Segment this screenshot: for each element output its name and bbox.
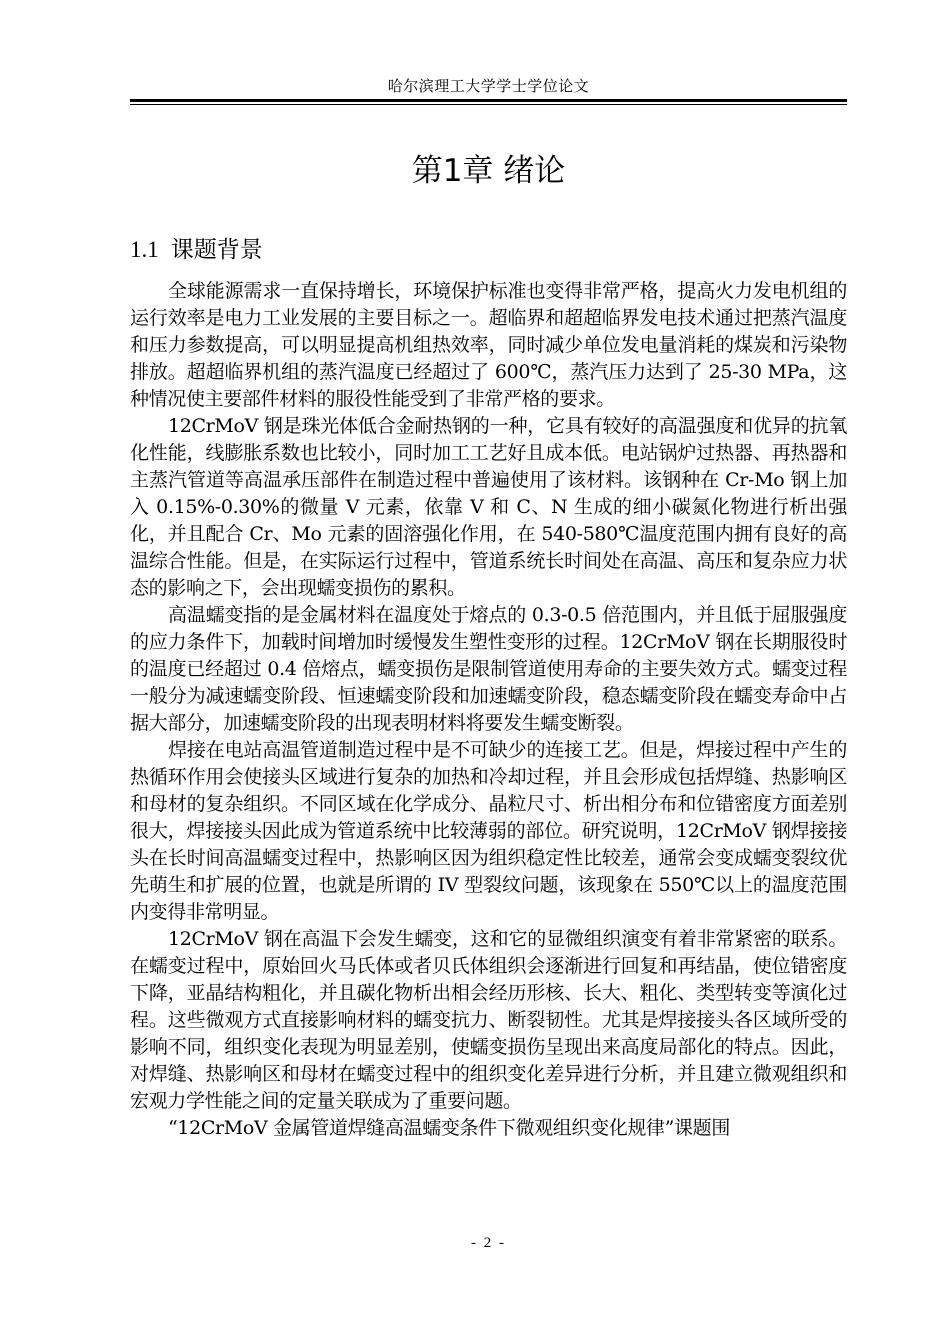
- chapter-title: 第1章 绪论: [411, 152, 566, 189]
- section-number: 1.1: [130, 237, 159, 262]
- running-header: 哈尔滨理工大学学士学位论文: [387, 77, 590, 95]
- paragraph: “12CrMoV 金属管道焊缝高温蠕变条件下微观组织变化规律”课题围: [168, 1117, 730, 1139]
- section-title: 课题背景: [170, 237, 263, 263]
- paragraph: 12CrMoV 钢是珠光体低合金耐热钢的一种，它具有较好的高温强度和优异的抗氧化性能，线膨胀系数也比较小，同时加工工艺好且成本低。电站锅炉过热器、再热器和主蒸汽管道等高温承压部件在制造过程中普遍使用了该材料。该钢种在 Cr-Mo 钢上加入 0.15%-0.30%的微量 V 元素，依靠 V 和 C、N 生成的细小碳氮化物进行析出强化，并且配合 Cr、Mo 元素的固溶强化作用，在 540-580℃温度范围内拥有良好的高温综合性能。但是，在实际运行过程中，管道系统长时间处在高温、高压和复杂应力状态的影响之下，会出现蠕变损伤的累积。: [130, 415, 847, 599]
- body-text: [130, 278, 847, 1142]
- header-rule-thick: [130, 99, 847, 102]
- paragraph: 全球能源需求一直保持增长，环境保护标准也变得非常严格，提高火力发电机组的运行效率是电力工业发展的主要目标之一。超临界和超超临界发电技术通过把蒸汽温度和压力参数提高，可以明显提高机组热效率，同时减少单位发电量消耗的煤炭和污染物排放。超超临界机组的蒸汽温度已经超过了 600℃，蒸汽压力达到了 25-30 MPa，这种情况使主要部件材料的服役性能受到了非常严格的要求。: [130, 280, 847, 410]
- paragraph: 12CrMoV 钢在高温下会发生蠕变，这和它的显微组织演变有着非常紧密的联系。在蠕变过程中，原始回火马氏体或者贝氏体组织会逐渐进行回复和再结晶，使位错密度下降，亚晶结构粗化，并且碳化物析出相会经历形核、长大、粗化、类型转变等演化过程。这些微观方式直接影响材料的蠕变抗力、断裂韧性。尤其是焊接接头各区域所受的影响不同，组织变化表现为明显差别，使蠕变损伤呈现出来高度局部化的特点。因此，对焊缝、热影响区和母材在蠕变过程中的组织变化差异进行分析，并且建立微观组织和宏观力学性能之间的定量关联成为了重要问题。: [130, 928, 847, 1112]
- section-heading: [130, 233, 263, 267]
- header-rule-thin: [130, 104, 847, 105]
- page-number: - 2 -: [471, 1235, 506, 1251]
- paragraph: 高温蠕变指的是金属材料在温度处于熔点的 0.3-0.5 倍范围内，并且低于屈服强度的应力条件下，加载时间增加时缓慢发生塑性变形的过程。12CrMoV 钢在长期服役时的温度已经超过 0.4 倍熔点，蠕变损伤是限制管道使用寿命的主要失效方式。蠕变过程一般分为减速蠕变阶段、恒速蠕变阶段和加速蠕变阶段，稳态蠕变阶段在蠕变寿命中占据大部分，加速蠕变阶段的出现表明材料将要发生蠕变断裂。: [130, 604, 847, 734]
- paragraph: 焊接在电站高温管道制造过程中是不可缺少的连接工艺。但是，焊接过程中产生的热循环作用会使接头区域进行复杂的加热和冷却过程，并且会形成包括焊缝、热影响区和母材的复杂组织。不同区域在化学成分、晶粒尺寸、析出相分布和位错密度方面差别很大，焊接接头因此成为管道系统中比较薄弱的部位。研究说明，12CrMoV 钢焊接接头在长时间高温蠕变过程中，热影响区因为组织稳定性比较差，通常会变成蠕变裂纹优先萌生和扩展的位置，也就是所谓的 IV 型裂纹问题，该现象在 550℃以上的温度范围内变得非常明显。: [130, 739, 847, 923]
